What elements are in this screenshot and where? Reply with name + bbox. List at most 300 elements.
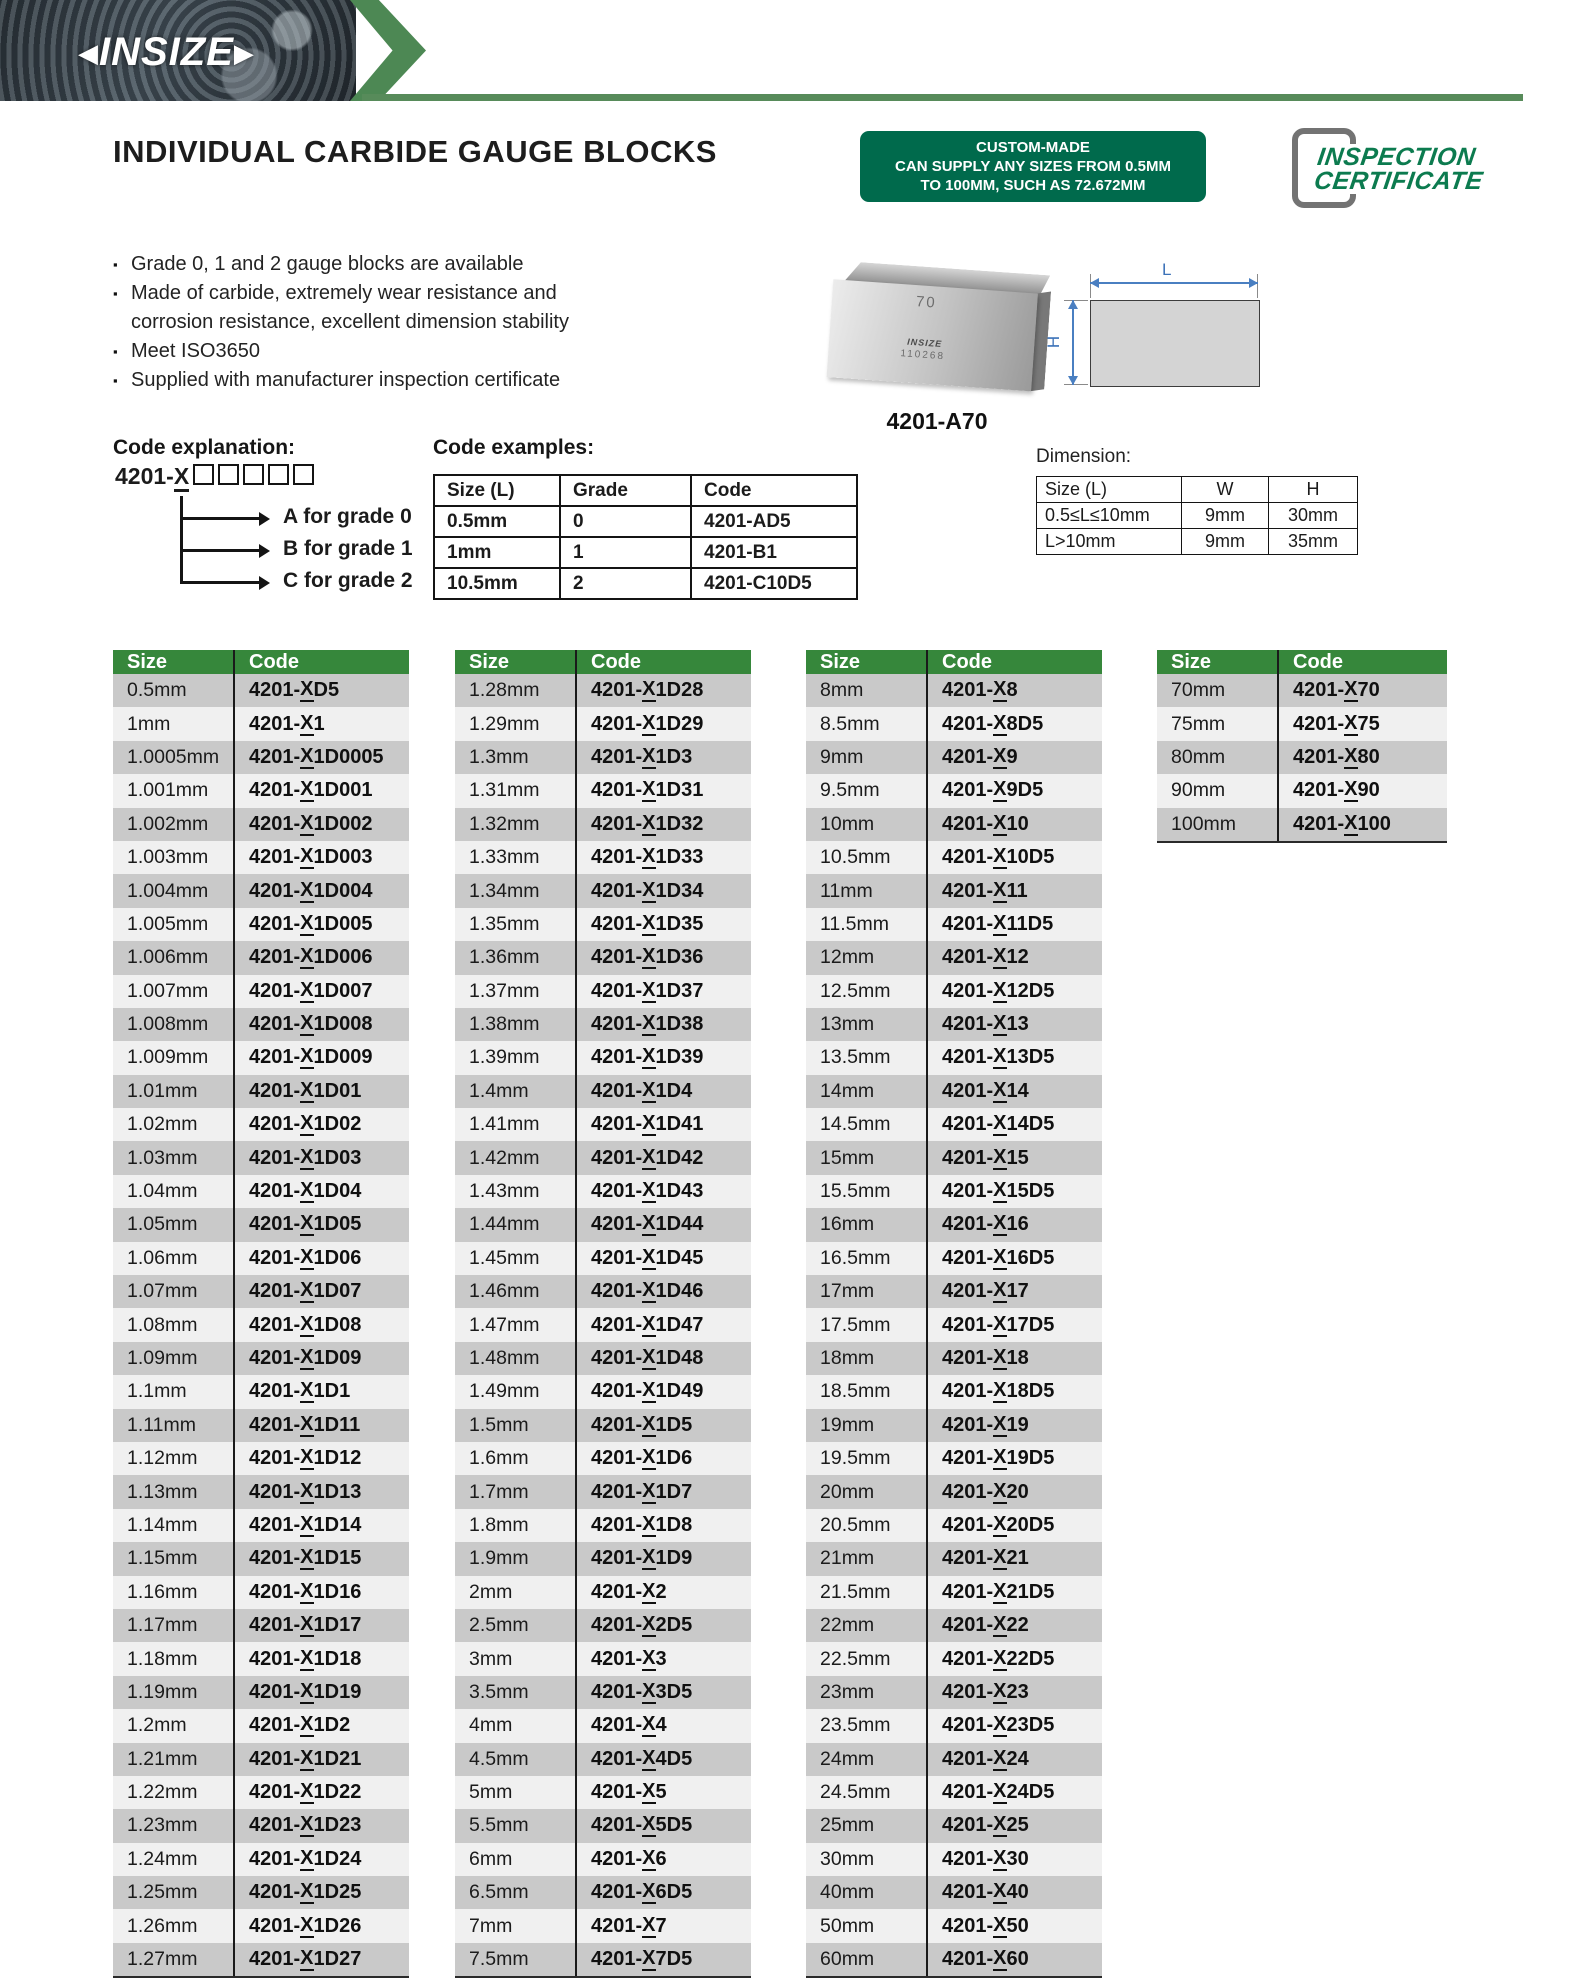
- code-cell: 4201- X 1D34: [575, 874, 751, 907]
- table-row: [806, 908, 1102, 941]
- grade-placeholder: X: [993, 1212, 1007, 1235]
- size-cell: 1.35mm: [469, 912, 540, 935]
- code-cell: 4201- X 6D5: [575, 1876, 751, 1909]
- table-bottom-rule: [455, 1976, 751, 1978]
- table-row: [113, 1041, 409, 1074]
- grade-placeholder: X: [993, 878, 1007, 901]
- table-row: [455, 975, 751, 1008]
- grade-placeholder: X: [642, 811, 656, 834]
- grade-placeholder: X: [642, 1412, 656, 1435]
- grade-placeholder: X: [300, 1479, 314, 1502]
- table-row: [455, 1843, 751, 1876]
- table-row: [806, 1743, 1102, 1776]
- code-cell: 4201- X 1D12: [233, 1442, 409, 1475]
- grade-placeholder: X: [300, 911, 314, 934]
- grade-placeholder: X: [993, 1045, 1007, 1068]
- table-row: [806, 1342, 1102, 1375]
- feature-item: ▪ Supplied with manufacturer inspection certificate: [113, 366, 591, 395]
- table-header-row: Size (L) Grade Code: [434, 475, 857, 506]
- grade-placeholder: X: [642, 1312, 656, 1335]
- code-cell: 4201- X 1D3: [575, 741, 751, 774]
- grade-placeholder: X: [993, 678, 1007, 701]
- size-cell: 15mm: [820, 1146, 875, 1169]
- grade-placeholder: X: [642, 1346, 656, 1368]
- table-row: [455, 1475, 751, 1508]
- code-cell: 4201- X 15: [926, 1141, 1102, 1174]
- dimension-diagram: [1042, 262, 1322, 397]
- size-cell: 13.5mm: [820, 1046, 891, 1069]
- table-row: [1157, 674, 1447, 707]
- grade-placeholder: X: [993, 911, 1007, 934]
- code-cell: 4201- X 19D5: [926, 1442, 1102, 1475]
- size-cell: 1.001mm: [127, 779, 209, 802]
- table-row: [113, 1676, 409, 1709]
- table-row: [113, 1542, 409, 1575]
- table-row: [806, 1141, 1102, 1174]
- code-cell: 4201- X 3: [575, 1642, 751, 1675]
- size-cell: 1.3mm: [469, 745, 529, 768]
- size-column-header: Size: [820, 650, 861, 673]
- size-cell: 6.5mm: [469, 1881, 529, 1904]
- code-cell: 4201- X 1D36: [575, 941, 751, 974]
- code-cell: 4201- X 1D5: [575, 1409, 751, 1442]
- table-row: [806, 874, 1102, 907]
- size-cell: 1.01mm: [127, 1079, 198, 1102]
- table-row: [806, 841, 1102, 874]
- table-row: [806, 1809, 1102, 1842]
- grade-placeholder: X: [300, 1947, 314, 1970]
- code-cell: 4201- X 21D5: [926, 1576, 1102, 1609]
- table-row: [113, 707, 409, 740]
- code-cell: 4201- X 1D29: [575, 707, 751, 740]
- size-code-table-1: [113, 650, 409, 1978]
- size-cell: 1.05mm: [127, 1213, 198, 1236]
- size-cell: 20mm: [820, 1480, 875, 1503]
- grade-placeholder: X: [993, 1379, 1007, 1402]
- size-cell: 50mm: [820, 1914, 875, 1937]
- size-cell: 1.09mm: [127, 1347, 198, 1369]
- size-cell: 1.4mm: [469, 1079, 529, 1102]
- table-row: [455, 808, 751, 841]
- table-row: [806, 1008, 1102, 1041]
- code-cell: 4201- X 1D47: [575, 1308, 751, 1341]
- table-row: [806, 941, 1102, 974]
- grade-placeholder: X: [993, 1512, 1007, 1535]
- grade-placeholder: X: [993, 845, 1007, 868]
- size-cell: 1.49mm: [469, 1380, 540, 1403]
- size-cell: 6mm: [469, 1847, 513, 1870]
- code-cell: 4201- X 60: [926, 1943, 1102, 1976]
- size-cell: 1.29mm: [469, 712, 540, 735]
- table-row: [1157, 741, 1447, 774]
- code-cell: 4201- X 11D5: [926, 908, 1102, 941]
- table-row: [806, 741, 1102, 774]
- tree-branch: [180, 517, 260, 520]
- grade-placeholder: X: [642, 945, 656, 968]
- size-cell: 17mm: [820, 1280, 875, 1303]
- table-row: [113, 1342, 409, 1375]
- grade-placeholder: X: [993, 1078, 1007, 1101]
- size-cell: 1.8mm: [469, 1513, 529, 1536]
- size-table-header: [1157, 650, 1447, 674]
- grade-placeholder: X: [642, 1780, 656, 1803]
- size-cell: 22mm: [820, 1614, 875, 1637]
- table-row: [806, 1609, 1102, 1642]
- grade-placeholder: X: [993, 1947, 1007, 1970]
- grade-placeholder: X: [642, 845, 656, 868]
- size-cell: 1.03mm: [127, 1146, 198, 1169]
- grade-placeholder: X: [642, 878, 656, 901]
- table-row: [806, 674, 1102, 707]
- code-cell: 4201- X 1D4: [575, 1075, 751, 1108]
- grade-placeholder: X: [642, 1913, 656, 1936]
- table-row: [113, 1576, 409, 1609]
- code-column-header: Code: [1277, 650, 1447, 674]
- table-row: [806, 1943, 1102, 1976]
- bullet-icon: ▪: [113, 286, 118, 301]
- table-row: [806, 1075, 1102, 1108]
- insize-logo: [78, 30, 255, 75]
- code-column-header: Code: [575, 650, 751, 674]
- code-cell: 4201- X 1D43: [575, 1175, 751, 1208]
- code-cell: 4201- X 1D22: [233, 1776, 409, 1809]
- table-row: [1157, 707, 1447, 740]
- grade-placeholder: X: [642, 1212, 656, 1235]
- digit-box-icon: [218, 464, 239, 485]
- code-cell: 4201- X 14D5: [926, 1108, 1102, 1141]
- code-cell: 4201- X 2: [575, 1576, 751, 1609]
- size-cell: 1.2mm: [127, 1714, 187, 1737]
- code-cell: 4201- X 19: [926, 1409, 1102, 1442]
- grade-placeholder: X: [642, 1947, 656, 1970]
- grade-placeholder: X: [993, 1679, 1007, 1702]
- code-cell: 4201- X 1D006: [233, 941, 409, 974]
- grade-placeholder: X: [300, 1780, 314, 1803]
- grade-placeholder: X: [993, 1012, 1007, 1035]
- grade-placeholder: X: [642, 1379, 656, 1402]
- code-cell: 4201- X 12D5: [926, 975, 1102, 1008]
- grade-placeholder: X: [993, 1346, 1007, 1368]
- size-cell: 1.19mm: [127, 1680, 198, 1703]
- size-cell: 1.02mm: [127, 1113, 198, 1136]
- bullet-icon: ▪: [113, 373, 118, 388]
- grade-placeholder: X: [993, 1546, 1007, 1569]
- table-row: [455, 774, 751, 807]
- table-row: 0.5mm 0 4201-AD5: [434, 506, 857, 537]
- table-row: [113, 1008, 409, 1041]
- table-row: [113, 1242, 409, 1275]
- size-cell: 15.5mm: [820, 1180, 891, 1203]
- grade-placeholder: X: [993, 1112, 1007, 1135]
- table-row: [455, 1175, 751, 1208]
- table-row: [455, 1676, 751, 1709]
- table-row: [455, 1108, 751, 1141]
- code-cell: 4201- X 1D005: [233, 908, 409, 941]
- code-cell: 4201- X 13: [926, 1008, 1102, 1041]
- block-brand-mark: INSIZE: [906, 336, 943, 350]
- digit-box-icon: [293, 464, 314, 485]
- size-cell: 1.11mm: [127, 1413, 196, 1436]
- size-cell: 70mm: [1171, 679, 1226, 702]
- code-cell: 4201- X 5: [575, 1776, 751, 1809]
- table-row: [113, 741, 409, 774]
- grade-placeholder: X: [642, 1880, 656, 1903]
- table-row: [113, 1642, 409, 1675]
- size-cell: 3mm: [469, 1647, 513, 1670]
- size-table-header: [455, 650, 751, 674]
- size-cell: 1.38mm: [469, 1013, 540, 1036]
- table-row: [113, 1208, 409, 1241]
- table-bottom-rule: [806, 1976, 1102, 1978]
- table-row: [113, 808, 409, 841]
- code-cell: 4201- X 1D9: [575, 1542, 751, 1575]
- code-explanation: [113, 436, 413, 606]
- size-cell: 7mm: [469, 1914, 513, 1937]
- code-cell: 4201- X 1D05: [233, 1208, 409, 1241]
- size-cell: 16.5mm: [820, 1246, 891, 1269]
- grade-placeholder: X: [993, 1412, 1007, 1435]
- size-cell: 1.37mm: [469, 979, 540, 1002]
- code-cell: 4201- X 1D26: [233, 1909, 409, 1942]
- code-cell: 4201- X 1D32: [575, 808, 751, 841]
- size-column-header: Size: [469, 650, 510, 673]
- grade-placeholder: X: [1344, 711, 1358, 734]
- size-cell: 1.46mm: [469, 1280, 540, 1303]
- grade-placeholder: X: [300, 1679, 314, 1702]
- size-cell: 12mm: [820, 946, 875, 969]
- size-cell: 1.42mm: [469, 1146, 540, 1169]
- size-cell: 3.5mm: [469, 1680, 529, 1703]
- grade-placeholder: X: [993, 744, 1007, 767]
- code-cell: 4201- X 21: [926, 1542, 1102, 1575]
- grade-placeholder: X: [300, 1245, 314, 1268]
- grade-placeholder: X: [300, 1613, 314, 1636]
- size-cell: 4mm: [469, 1714, 513, 1737]
- tree-branch: [180, 549, 260, 552]
- size-cell: 1.48mm: [469, 1347, 540, 1369]
- size-cell: 19mm: [820, 1413, 875, 1436]
- table-row: [113, 1943, 409, 1976]
- code-cell: 4201- X 2D5: [575, 1609, 751, 1642]
- size-cell: 1.9mm: [469, 1547, 529, 1570]
- code-examples: [433, 436, 858, 600]
- code-examples-heading: Code examples:: [433, 436, 595, 459]
- code-cell: 4201- X 80: [1277, 741, 1447, 774]
- grade-placeholder: X: [300, 778, 314, 801]
- table-row: [455, 1141, 751, 1174]
- code-cell: 4201- X 7D5: [575, 1943, 751, 1976]
- code-cell: 4201- X 1D008: [233, 1008, 409, 1041]
- size-cell: 11mm: [820, 879, 873, 902]
- certificate-text: INSPECTION CERTIFICATE: [1310, 144, 1489, 194]
- size-code-table-2: [455, 650, 751, 1978]
- table-row: [455, 1275, 751, 1308]
- code-cell: 4201- X 22D5: [926, 1642, 1102, 1675]
- table-row: [113, 908, 409, 941]
- size-cell: 1.009mm: [127, 1046, 209, 1069]
- size-cell: 1.15mm: [127, 1547, 198, 1570]
- size-cell: 9mm: [820, 745, 864, 768]
- size-cell: 1.47mm: [469, 1313, 540, 1336]
- code-cell: 4201- X 90: [1277, 774, 1447, 807]
- digit-box-icon: [193, 464, 214, 485]
- grade-placeholder: X: [300, 678, 314, 701]
- table-row: [455, 1509, 751, 1542]
- code-cell: 4201- X 1D46: [575, 1275, 751, 1308]
- code-cell: 4201- X 70: [1277, 674, 1447, 707]
- size-cell: 1.39mm: [469, 1046, 540, 1069]
- table-row: [806, 1108, 1102, 1141]
- code-cell: 4201- X 1D04: [233, 1175, 409, 1208]
- grade-placeholder: X: [642, 678, 656, 701]
- table-row: L>10mm 9mm 35mm: [1037, 529, 1358, 555]
- table-row: [806, 1442, 1102, 1475]
- size-cell: 1.43mm: [469, 1180, 540, 1203]
- size-cell: 21mm: [820, 1547, 875, 1570]
- feature-item: ▪ Made of carbide, extremely wear resistance and corrosion resistance, excellent dimension stability: [113, 279, 591, 337]
- table-row: [806, 707, 1102, 740]
- size-cell: 23mm: [820, 1680, 875, 1703]
- grade-a-label: A for grade 0: [283, 505, 412, 528]
- feature-item: ▪ Meet ISO3650: [113, 337, 591, 366]
- table-row: [806, 1041, 1102, 1074]
- badge-line: TO 100MM, SUCH AS 72.672MM: [920, 177, 1146, 194]
- inspection-certificate-logo: [1292, 126, 1522, 210]
- grade-placeholder: X: [300, 1880, 314, 1903]
- size-cell: 14.5mm: [820, 1113, 891, 1136]
- table-row: [113, 1743, 409, 1776]
- dimension-section: [1036, 446, 1358, 555]
- code-cell: 4201- X 7: [575, 1909, 751, 1942]
- grade-placeholder: X: [300, 978, 314, 1001]
- table-row: [806, 774, 1102, 807]
- code-cell: 4201- X 5D5: [575, 1809, 751, 1842]
- table-row: [806, 1375, 1102, 1408]
- code-cell: 4201- X 1D1: [233, 1375, 409, 1408]
- table-row: [113, 1809, 409, 1842]
- size-cell: 1.004mm: [127, 879, 209, 902]
- size-cell: 90mm: [1171, 779, 1226, 802]
- code-cell: 4201- X 1D2: [233, 1709, 409, 1742]
- table-row: [113, 774, 409, 807]
- table-row: [455, 1242, 751, 1275]
- code-cell: 4201- X 1D09: [233, 1342, 409, 1375]
- code-cell: 4201- X 11: [926, 874, 1102, 907]
- code-cell: 4201- X 1D33: [575, 841, 751, 874]
- grade-placeholder: X: [993, 1446, 1007, 1469]
- block-serial: 110268: [900, 348, 946, 363]
- grade-placeholder: X: [300, 1846, 314, 1869]
- table-row: [113, 1475, 409, 1508]
- size-cell: 1.32mm: [469, 812, 540, 835]
- size-code-table-3: [806, 650, 1102, 1978]
- size-cell: 10.5mm: [820, 846, 891, 869]
- code-cell: 4201- X 20: [926, 1475, 1102, 1508]
- grade-placeholder: X: [1344, 744, 1358, 767]
- grade-placeholder: X: [300, 1546, 314, 1569]
- grade-placeholder: X: [642, 1579, 656, 1602]
- grade-placeholder: X: [993, 1579, 1007, 1602]
- code-format-boxes: [189, 463, 314, 489]
- code-examples-table: [433, 474, 858, 600]
- size-cell: 60mm: [820, 1948, 875, 1971]
- size-cell: 24.5mm: [820, 1781, 891, 1804]
- code-cell: 4201- X 1D48: [575, 1342, 751, 1375]
- grade-placeholder: X: [642, 1479, 656, 1502]
- grade-placeholder: X: [642, 1045, 656, 1068]
- green-chevron-icon: [350, 0, 426, 101]
- badge-line: CUSTOM-MADE: [976, 139, 1090, 156]
- size-cell: 1.005mm: [127, 912, 209, 935]
- code-cell: 4201- X 1D002: [233, 808, 409, 841]
- grade-placeholder: X: [642, 744, 656, 767]
- table-row: [455, 1809, 751, 1842]
- table-row: [806, 1776, 1102, 1809]
- code-cell: 4201- X 100: [1277, 808, 1447, 841]
- grade-placeholder: X: [993, 1880, 1007, 1903]
- code-cell: 4201- X 1D004: [233, 874, 409, 907]
- size-cell: 22.5mm: [820, 1647, 891, 1670]
- table-row: [113, 1909, 409, 1942]
- table-row: [455, 1075, 751, 1108]
- code-cell: 4201- X 3D5: [575, 1676, 751, 1709]
- table-row: [806, 1576, 1102, 1609]
- grade-placeholder: X: [993, 1746, 1007, 1769]
- code-cell: 4201- X 1D003: [233, 841, 409, 874]
- table-row: [806, 975, 1102, 1008]
- brand-name: INSIZE: [99, 30, 234, 74]
- code-cell: 4201- X 22: [926, 1609, 1102, 1642]
- grade-placeholder: X: [993, 1913, 1007, 1936]
- table-row: [806, 1242, 1102, 1275]
- grade-placeholder: X: [642, 1078, 656, 1101]
- size-cell: 21.5mm: [820, 1580, 891, 1603]
- table-row: [455, 1876, 751, 1909]
- size-cell: 1.07mm: [127, 1280, 198, 1303]
- grade-placeholder: X: [993, 1813, 1007, 1836]
- size-cell: 1.0005mm: [127, 745, 220, 768]
- custom-made-badge: [860, 131, 1206, 202]
- grade-placeholder: X: [300, 1179, 314, 1202]
- table-row: [455, 1709, 751, 1742]
- table-row: [113, 1075, 409, 1108]
- table-row: 0.5≤L≤10mm 9mm 30mm: [1037, 503, 1358, 529]
- grade-placeholder: X: [300, 1446, 314, 1469]
- table-row: [455, 1008, 751, 1041]
- table-row: [455, 841, 751, 874]
- size-cell: 1.1mm: [127, 1380, 187, 1403]
- size-cell: 1.7mm: [469, 1480, 529, 1503]
- grade-placeholder: X: [300, 1512, 314, 1535]
- code-cell: 4201- X 1D01: [233, 1075, 409, 1108]
- table-row: [806, 1409, 1102, 1442]
- size-cell: 14mm: [820, 1079, 875, 1102]
- grade-placeholder: X: [642, 1112, 656, 1135]
- table-row: [1157, 808, 1447, 841]
- code-cell: 4201- X 16: [926, 1208, 1102, 1241]
- code-cell: 4201- X 4: [575, 1709, 751, 1742]
- code-cell: 4201- X 1D6: [575, 1442, 751, 1475]
- table-row: [113, 1141, 409, 1174]
- product-code-label: 4201-A70: [886, 408, 988, 434]
- code-cell: 4201- X 1D23: [233, 1809, 409, 1842]
- grade-placeholder: X: [300, 1045, 314, 1068]
- height-dimension-arrow: [1072, 300, 1074, 385]
- size-cell: 1.31mm: [469, 779, 540, 802]
- size-cell: 100mm: [1171, 812, 1237, 835]
- size-cell: 23.5mm: [820, 1714, 891, 1737]
- code-cell: 4201- X 1D45: [575, 1242, 751, 1275]
